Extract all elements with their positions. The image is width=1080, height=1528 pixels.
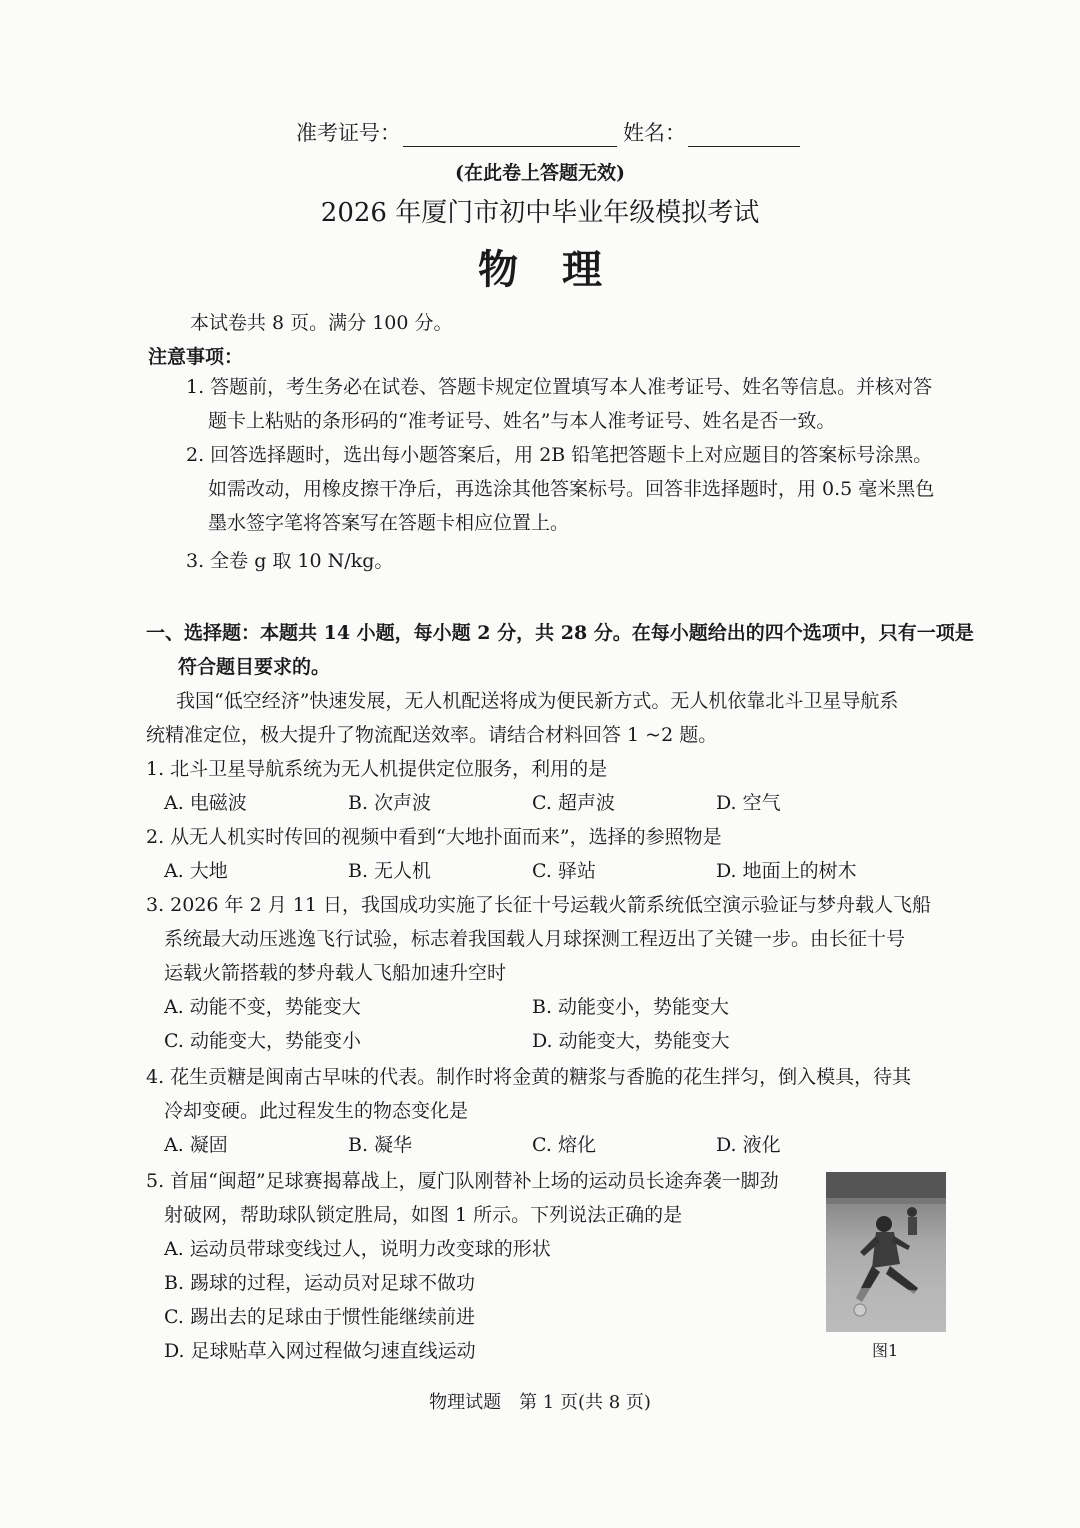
material-line: 我国“低空经济”快速发展，无人机配送将成为便民新方式。无人机依靠北斗卫星导航系 xyxy=(176,690,899,712)
option-d: D. 动能变大，势能变大 xyxy=(532,1030,730,1052)
notice-item-1 xyxy=(186,370,932,438)
option-d: D. 地面上的树木 xyxy=(716,860,857,882)
exam-title: 2026 年厦门市初中毕业年级模拟考试 xyxy=(320,198,760,228)
notice-line: 3. 全卷 g 取 10 N/kg。 xyxy=(186,550,394,572)
option-d: D. 液化 xyxy=(716,1134,781,1156)
section-heading-line: 符合题目要求的。 xyxy=(178,656,331,678)
option-c: C. 熔化 xyxy=(532,1134,596,1156)
option-d: D. 空气 xyxy=(716,792,781,814)
figure-1-photo xyxy=(826,1172,946,1332)
name-blank xyxy=(688,124,800,147)
question-3-options-row2 xyxy=(164,1024,944,1058)
question-1-stem xyxy=(146,752,607,786)
question-line: 3. 2026 年 2 月 11 日，我国成功实施了长征十号运载火箭系统低空演示验证与梦舟载人飞船 xyxy=(146,894,931,916)
option-b: B. 动能变小，势能变大 xyxy=(532,996,730,1018)
notice-heading: 注意事项： xyxy=(148,346,244,368)
question-line: 5. 首届“闽超”足球赛揭幕战上，厦门队刚替补上场的运动员长途奔袭一脚劲 xyxy=(146,1170,779,1192)
option-a: A. 大地 xyxy=(164,860,228,882)
option-b: B. 踢球的过程，运动员对足球不做功 xyxy=(164,1272,476,1294)
notice-item-3 xyxy=(186,544,393,578)
question-5-options xyxy=(164,1232,551,1368)
question-1-options xyxy=(164,786,944,820)
option-a: A. 运动员带球变线过人，说明力改变球的形状 xyxy=(164,1238,551,1260)
option-a: A. 凝固 xyxy=(164,1134,228,1156)
option-c: C. 踢出去的足球由于惯性能继续前进 xyxy=(164,1306,475,1328)
invalid-note: (在此卷上答题无效) xyxy=(455,162,625,184)
material-line: 统精准定位，极大提升了物流配送效率。请结合材料回答 1 ~2 题。 xyxy=(146,724,718,746)
option-a: A. 动能不变，势能变大 xyxy=(164,996,361,1018)
notice-line: 2. 回答选择题时，选出每小题答案后，用 2B 铅笔把答题卡上对应题目的答案标号涂黑。 xyxy=(186,444,933,466)
question-line: 冷却变硬。此过程发生的物态变化是 xyxy=(164,1100,469,1122)
question-4-stem xyxy=(146,1060,911,1128)
option-a: A. 电磁波 xyxy=(164,792,247,814)
notice-line: 题卡上粘贴的条形码的“准考证号、姓名”与本人准考证号、姓名是否一致。 xyxy=(208,410,836,432)
exam-id-blank xyxy=(403,124,617,147)
question-line: 系统最大动压逃逸飞行试验，标志着我国载人月球探测工程迈出了关键一步。由长征十号 xyxy=(164,928,906,950)
exam-id-label: 准考证号： xyxy=(296,121,401,145)
subject-title: 物理 xyxy=(478,246,646,293)
option-b: B. 无人机 xyxy=(348,860,432,882)
paper-intro: 本试卷共 8 页。满分 100 分。 xyxy=(190,312,453,334)
question-2-stem xyxy=(146,820,722,854)
figure-1-caption: 图1 xyxy=(872,1341,899,1360)
soccer-player-illustration xyxy=(826,1172,946,1332)
question-line: 运载火箭搭载的梦舟载人飞船加速升空时 xyxy=(164,962,507,984)
notice-line: 1. 答题前，考生务必在试卷、答题卡规定位置填写本人准考证号、姓名等信息。并核对答 xyxy=(186,376,933,398)
notice-line: 如需改动，用橡皮擦干净后，再选涂其他答案标号。回答非选择题时，用 0.5 毫米黑色 xyxy=(208,478,935,500)
question-line: 1. 北斗卫星导航系统为无人机提供定位服务，利用的是 xyxy=(146,758,608,780)
question-line: 2. 从无人机实时传回的视频中看到“大地扑面而来”，选择的参照物是 xyxy=(146,826,722,848)
question-line: 射破网，帮助球队锁定胜局，如图 1 所示。下列说法正确的是 xyxy=(164,1204,683,1226)
material-passage xyxy=(146,684,898,752)
name-label: 姓名： xyxy=(623,121,686,145)
section-heading xyxy=(146,616,974,684)
notice-line: 墨水签字笔将答案写在答题卡相应位置上。 xyxy=(208,512,570,534)
option-c: C. 驿站 xyxy=(532,860,596,882)
question-3-stem xyxy=(146,888,931,990)
candidate-info-row xyxy=(296,117,806,147)
question-3-options-row1 xyxy=(164,990,944,1024)
section-heading-line: 一、选择题：本题共 14 小题，每小题 2 分，共 28 分。在每小题给出的四个选项中，只有一项是 xyxy=(146,622,974,644)
page-footer: 物理试题 第 1 页(共 8 页) xyxy=(429,1392,651,1413)
option-d: D. 足球贴草入网过程做匀速直线运动 xyxy=(164,1340,476,1362)
option-b: B. 次声波 xyxy=(348,792,432,814)
question-5-stem xyxy=(146,1164,779,1232)
option-c: C. 动能变大，势能变小 xyxy=(164,1030,361,1052)
question-line: 4. 花生贡糖是闽南古早味的代表。制作时将金黄的糖浆与香脆的花生拌匀，倒入模具，待其 xyxy=(146,1066,912,1088)
option-b: B. 凝华 xyxy=(348,1134,413,1156)
option-c: C. 超声波 xyxy=(532,792,615,814)
question-2-options xyxy=(164,854,944,888)
question-4-options xyxy=(164,1128,944,1162)
notice-item-2 xyxy=(186,438,934,540)
